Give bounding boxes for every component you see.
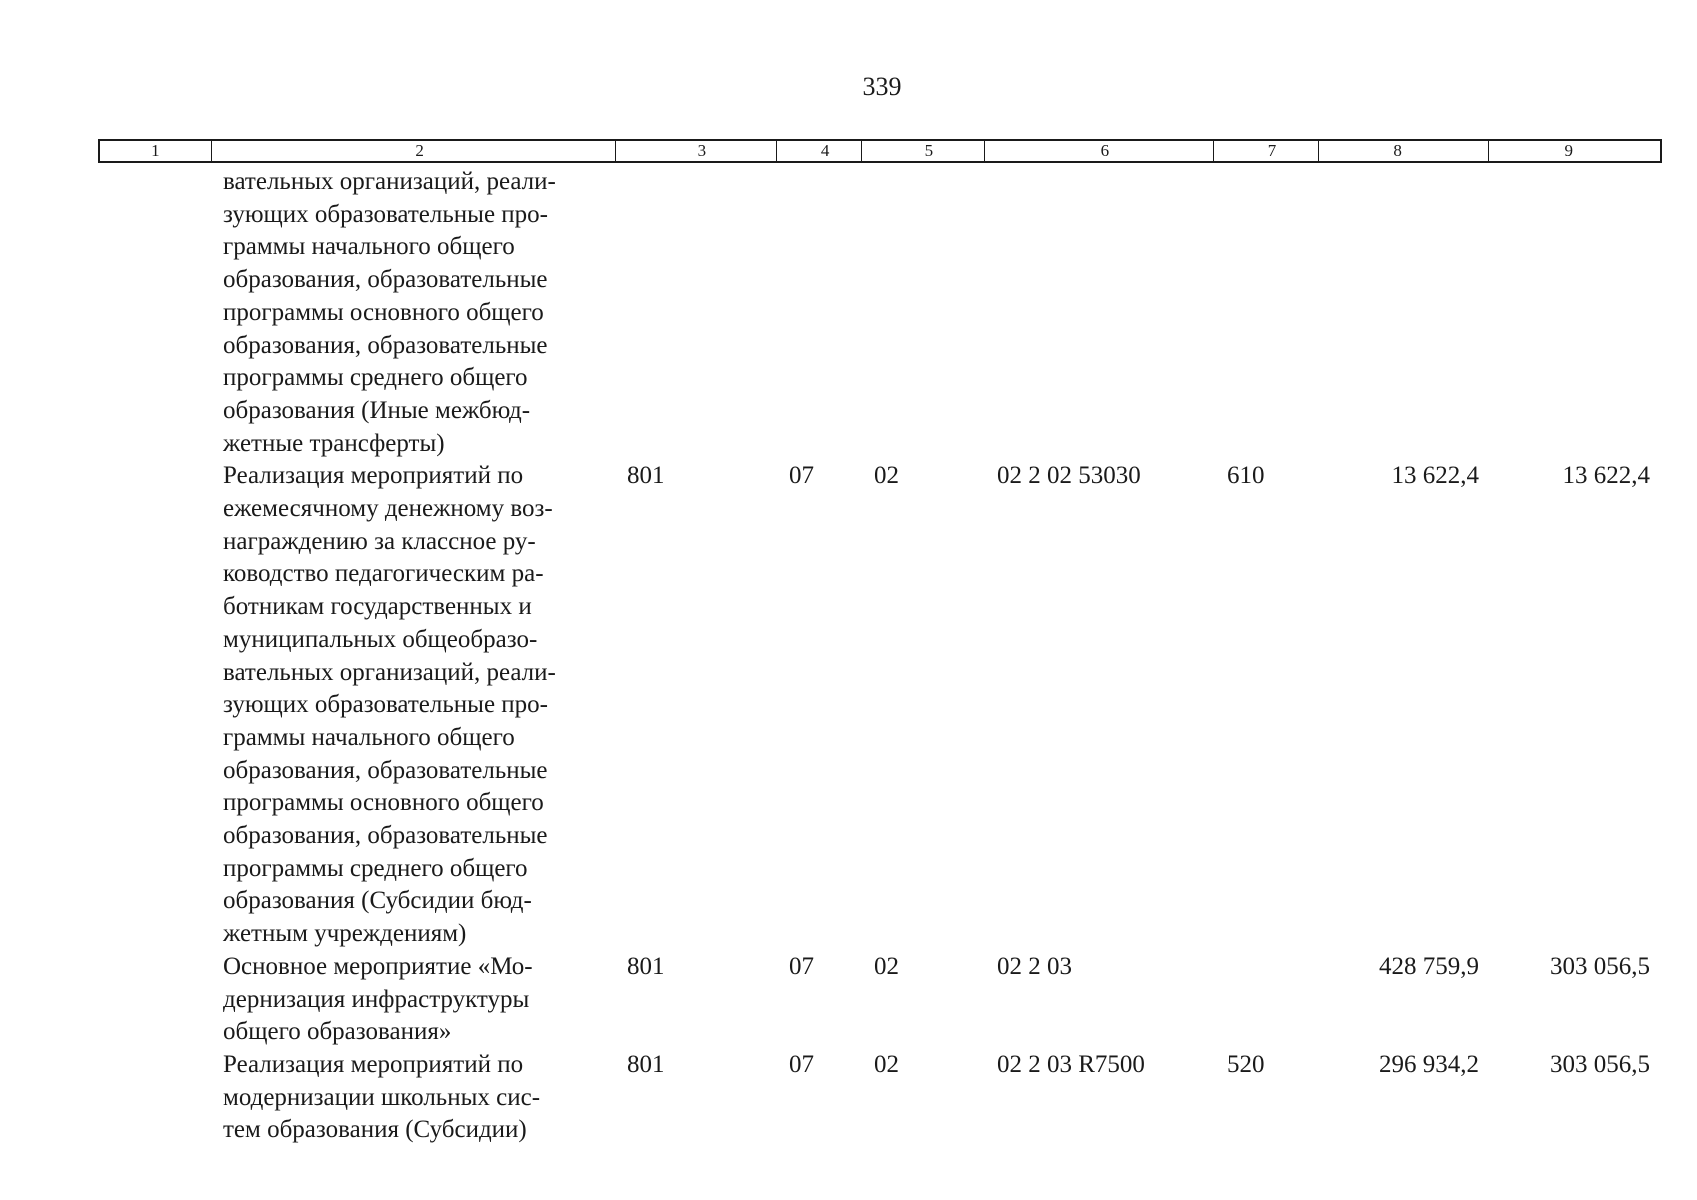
- table-row: [98, 951, 1662, 1049]
- cell-col1: [98, 460, 210, 951]
- cell-col9: [1491, 166, 1662, 460]
- column-number: 4: [777, 141, 862, 161]
- cell-description: вательных организаций, реали- зующих образовательные про- граммы начального общего образования, образовательные программы основного общего образования, образовательные программы среднего общего образования (Иные межбюд- жетные трансферты): [223, 168, 556, 457]
- cell-col7: [1215, 166, 1320, 460]
- cell-description: Основное мероприятие «Мо- дернизация инфраструктуры общего образования»: [223, 952, 533, 1046]
- cell-col7: 610: [1227, 462, 1265, 490]
- column-number-header: [98, 139, 1662, 163]
- cell-col5: 02: [874, 1050, 899, 1078]
- column-number: 8: [1319, 141, 1490, 161]
- cell-col5: 02: [874, 462, 899, 490]
- cell-col4: 07: [789, 462, 814, 490]
- cell-col8: [1320, 166, 1491, 460]
- cell-col8: 428 759,9: [1379, 952, 1479, 980]
- column-number: 6: [985, 141, 1214, 161]
- cell-col1: [98, 166, 210, 460]
- table-row: [98, 460, 1662, 951]
- column-number: 3: [616, 141, 778, 161]
- cell-col3: [615, 166, 777, 460]
- cell-description: Реализация мероприятий по модернизации школьных сис- тем образования (Субсидии): [223, 1050, 541, 1144]
- cell-col6: [985, 166, 1215, 460]
- column-number: 5: [862, 141, 985, 161]
- column-number: 7: [1214, 141, 1319, 161]
- cell-col6: 02 2 02 53030: [997, 462, 1141, 490]
- cell-col9: 303 056,5: [1550, 952, 1650, 980]
- cell-col3: 801: [627, 1050, 665, 1078]
- column-number: 2: [212, 141, 616, 161]
- cell-col6: 02 2 03 R7500: [997, 1050, 1145, 1078]
- cell-col4: [777, 166, 862, 460]
- cell-col4: 07: [789, 1050, 814, 1078]
- cell-col5: [862, 166, 985, 460]
- cell-col4: 07: [789, 952, 814, 980]
- cell-col7: 520: [1227, 1050, 1265, 1078]
- column-number: 9: [1564, 141, 1573, 160]
- cell-col6: 02 2 03: [997, 952, 1072, 980]
- cell-col7: [1215, 951, 1320, 1049]
- cell-col5: 02: [874, 952, 899, 980]
- page-number: 339: [862, 72, 902, 101]
- table-row: [98, 166, 1662, 460]
- cell-description: Реализация мероприятий по ежемесячному денежному воз- награждению за классное ру- ководство педагогическим ра- ботникам государственных и муниципальных общеобразо- вательных организаций, реали- зующих образовательные про- граммы начального общего образования, образовательные программы основного общего образования, образовательные программы среднего общего образования (Субсидии бюд- жетным учреждениям): [223, 462, 556, 948]
- cell-col9: 303 056,5: [1550, 1050, 1650, 1078]
- cell-col9: 13 622,4: [1562, 462, 1650, 490]
- cell-col1: [98, 951, 210, 1049]
- table-row: [98, 1049, 1662, 1147]
- cell-col8: 13 622,4: [1391, 462, 1479, 490]
- cell-col8: 296 934,2: [1379, 1050, 1479, 1078]
- column-number: 1: [100, 141, 212, 161]
- cell-col1: [98, 1049, 210, 1147]
- cell-col3: 801: [627, 462, 665, 490]
- budget-table-body: [98, 166, 1662, 1147]
- cell-col3: 801: [627, 952, 665, 980]
